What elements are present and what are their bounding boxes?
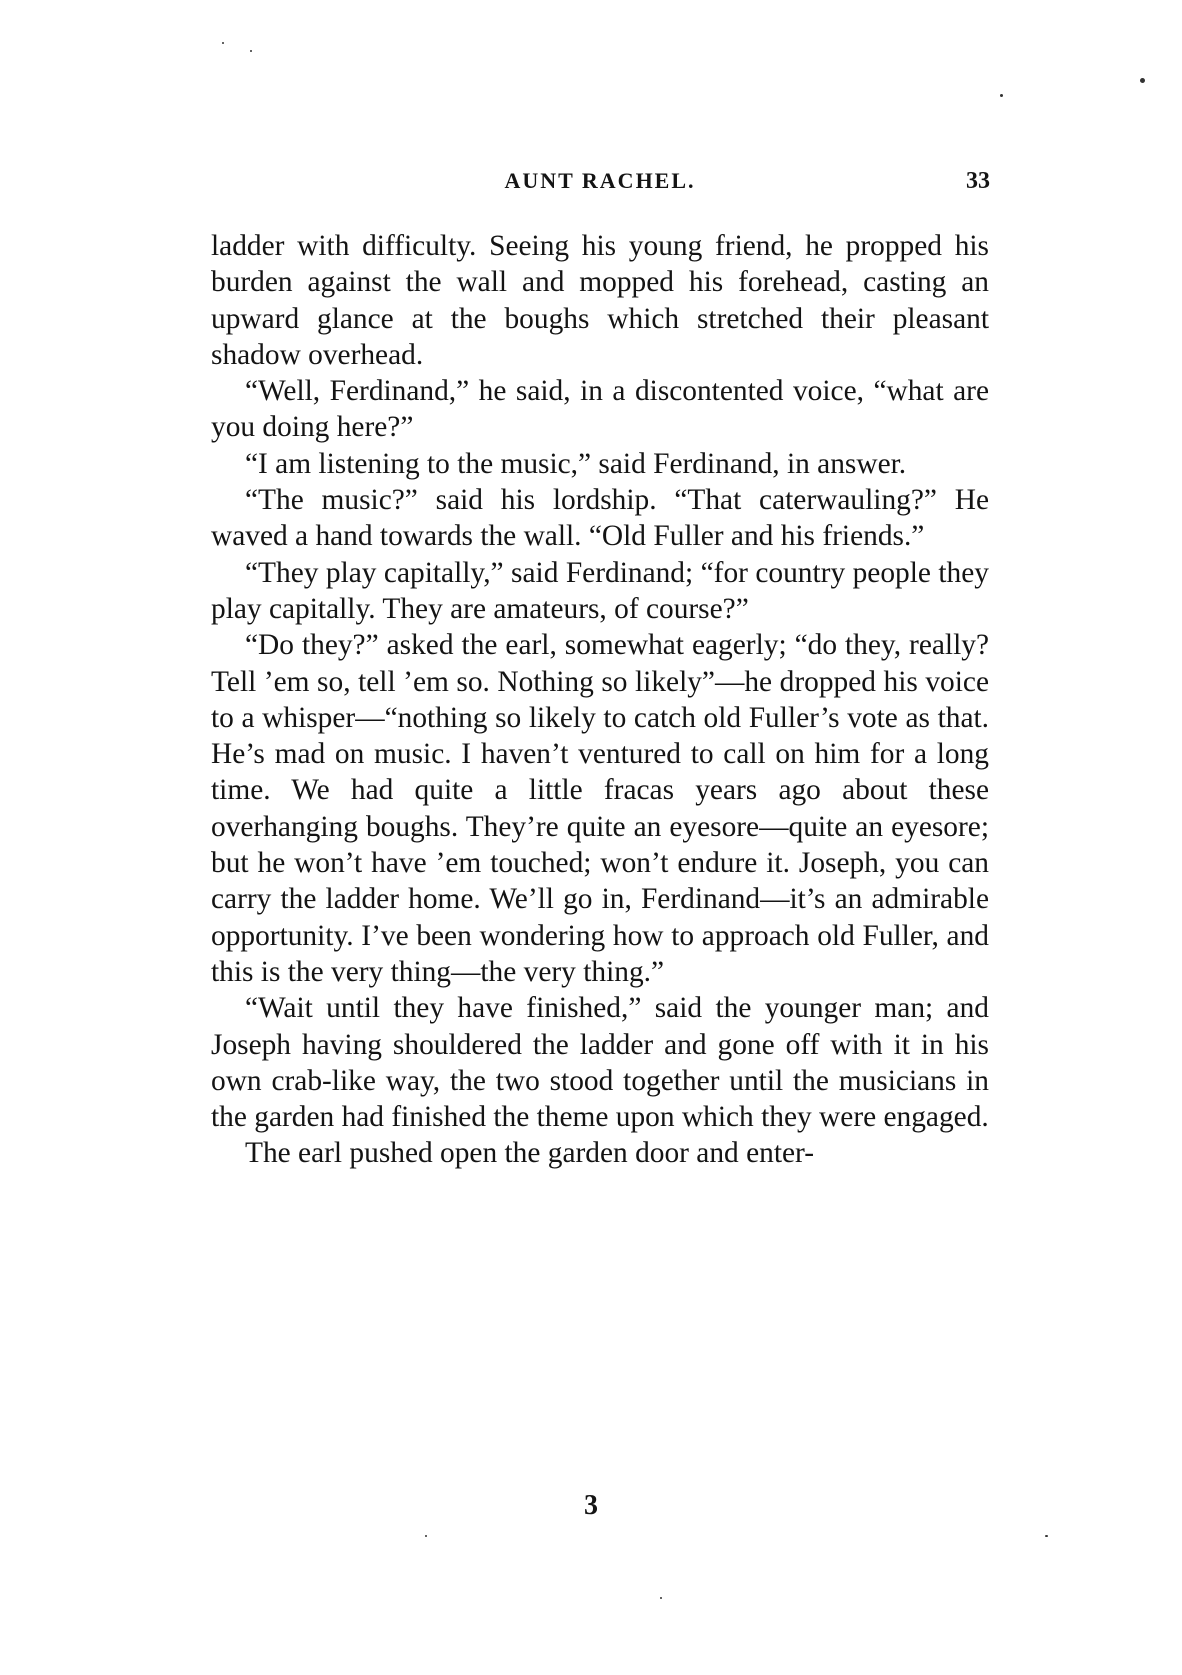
- scan-speck: [1045, 1535, 1048, 1537]
- scan-speck: [660, 1597, 662, 1599]
- scan-speck: [250, 50, 252, 52]
- paragraph: “They play capitally,” said Ferdinand; “for country people they play capitally. They are amateurs, of course?”: [211, 556, 989, 625]
- page-header: [210, 168, 990, 200]
- page-number: 33: [966, 168, 990, 194]
- paragraph: ladder with difficulty. Seeing his young friend, he propped his burden against the wall and mopped his forehead, casting an upward glance at the boughs which stretched their pleasant shadow overhead.: [211, 230, 989, 371]
- scan-speck: [222, 42, 224, 44]
- signature-mark: 3: [584, 1490, 598, 1521]
- paragraph: The earl pushed open the garden door and enter-: [245, 1137, 815, 1170]
- scan-speck: [1140, 78, 1145, 83]
- scan-speck: [425, 1535, 427, 1537]
- paragraph: “Well, Ferdinand,” he said, in a discontented voice, “what are you doing here?”: [211, 375, 989, 444]
- paragraph: “The music?” said his lordship. “That caterwauling?” He waved a hand towards the wall. “Old Fuller and his friends.”: [211, 484, 989, 553]
- body-text: [211, 228, 989, 1172]
- paragraph: “Wait until they have finished,” said the younger man; and Joseph having shouldered the ladder and gone off with it in his own crab-like way, the two stood together until the musicians in the garden had finished the theme upon which they were engaged.: [211, 992, 989, 1134]
- running-head: AUNT RACHEL.: [504, 168, 696, 193]
- scan-speck: [1000, 94, 1003, 97]
- paragraph: “Do they?” asked the earl, somewhat eagerly; “do they, really? Tell ’em so, tell ’em so. Nothing so likely”—he dropped his voice to a whisper—“nothing so likely to catch old Fuller’s vote as that. He’s mad on music. I haven’t ventured to call on him for a long time. We had quite a little fracas years ago about these overhanging boughs. They’re quite an eyesore—quite an eyesore; but he won’t have ’em touched; won’t endure it. Joseph, you can carry the ladder home. We’ll go in, Ferdinand—it’s an admirable opportunity. I’ve been wondering how to approach old Fuller, and this is the very thing—the very thing.”: [211, 629, 989, 988]
- paragraph: “I am listening to the music,” said Ferdinand, in answer.: [245, 447, 907, 480]
